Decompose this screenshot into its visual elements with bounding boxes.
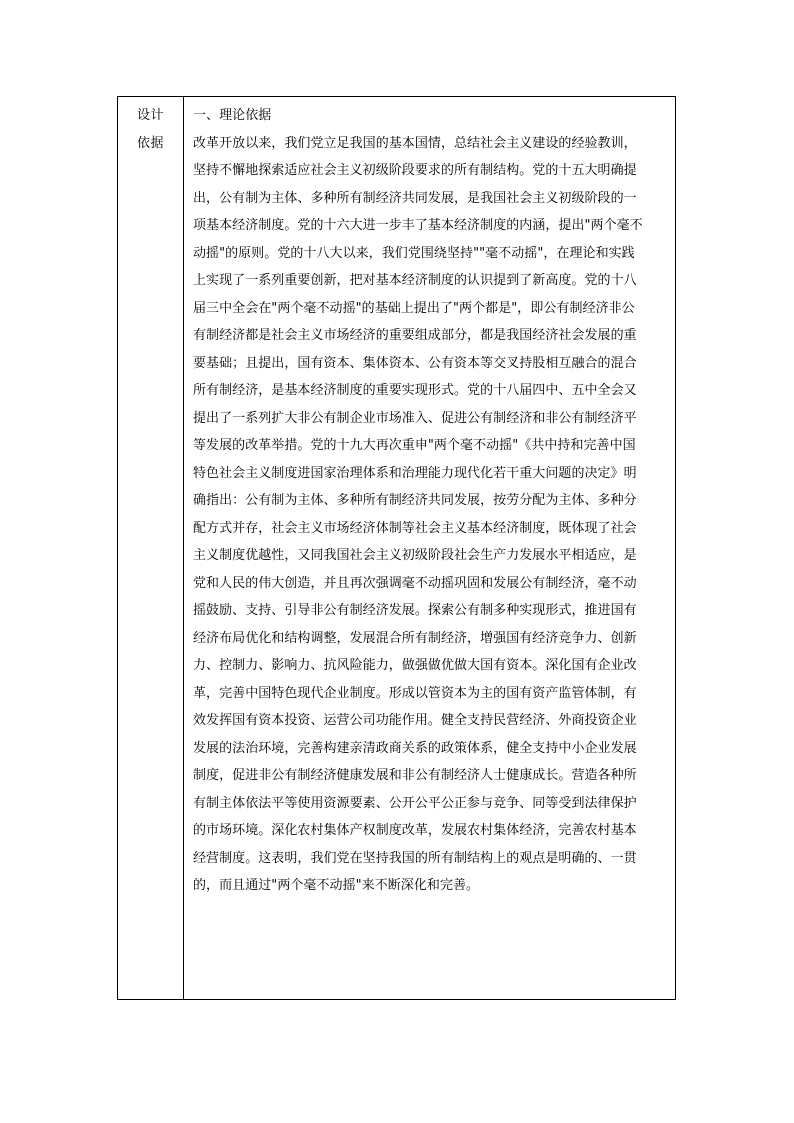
- body-line: 主义制度优越性，又同我国社会主义初级阶段社会生产力发展水平相适应，是: [193, 548, 637, 563]
- body-paragraph: [193, 130, 670, 900]
- body-line: 动摇"的原则。党的十八大以来，我们党围绕坚持""毫不动摇"，在理论和实践: [193, 245, 635, 261]
- body-line: 出，公有制为主体、多种所有制经济共同发展，是我国社会主义初级阶段的一: [193, 190, 637, 206]
- body-line: 有制经济都是社会主义市场经济的重要组成部分，都是我国经济社会发展的重: [193, 328, 637, 343]
- body-line: 届三中全会在"两个毫不动摇"的基础上提出了"两个都是"，即公有制经济非公: [193, 300, 635, 316]
- label-line: 设计: [136, 108, 164, 123]
- content-cell: [184, 97, 675, 999]
- body-line: 的市场环境。深化农村集体产权制度改革，发展农村集体经济，完善农村基本: [193, 823, 637, 838]
- body-line: 项基本经济制度。党的十六大进一步丰了基本经济制度的内涵，提出"两个毫不: [193, 218, 643, 233]
- body-line: 经济布局优化和结构调整，发展混合所有制经济，增强国有经济竞争力、创新: [193, 630, 637, 646]
- body-line: 提出了一系列扩大非公有制企业市场准入、促进公有制经济和非公有制经济平: [193, 410, 637, 426]
- body-line: 的，而且通过"两个毫不动摇"来不断深化和完善。: [193, 878, 480, 893]
- body-line: 革，完善中国特色现代企业制度。形成以管资本为主的国有资产监管体制，有: [193, 685, 637, 701]
- body-line: 特色社会主义制度进国家治理体系和治理能力现代化若干重大问题的决定》明: [193, 465, 637, 481]
- label-cell: [118, 97, 184, 999]
- body-line: 坚持不懈地探索适应社会主义初级阶段要求的所有制结构。党的十五大明确提: [193, 163, 637, 178]
- body-line: 改革开放以来，我们党立足我国的基本国情，总结社会主义建设的经验教训，: [193, 135, 637, 151]
- section-heading: 一、理论依据: [193, 108, 272, 123]
- body-line: 制度，促进非公有制经济健康发展和非公有制经济人士健康成长。营造各种所: [193, 768, 637, 783]
- body-line: 有制主体依法平等使用资源要素、公开公平公正参与竞争、同等受到法律保护: [193, 795, 637, 811]
- body-line: 要基础；且提出，国有资本、集体资本、公有资本等交叉持股相互融合的混合: [193, 355, 637, 371]
- design-basis-table: [117, 96, 676, 1000]
- body-line: 效发挥国有资本投资、运营公司功能作用。健全支持民营经济、外商投资企业: [193, 713, 637, 728]
- body-line: 党和人民的伟大创造，并且再次强调毫不动摇巩固和发展公有制经济，毫不动: [193, 575, 637, 591]
- body-line: 经营制度。这表明，我们党在坚持我国的所有制结构上的观点是明确的、一贯: [193, 850, 637, 866]
- label-line: 依据: [136, 135, 164, 151]
- body-line: 配方式并存，社会主义市场经济体制等社会主义基本经济制度，既体现了社会: [193, 520, 637, 536]
- body-line: 力、控制力、影响力、抗风险能力，做强做优做大国有资本。深化国有企业改: [193, 658, 637, 673]
- body-line: 所有制经济，是基本经济制度的重要实现形式。党的十八届四中、五中全会又: [193, 383, 637, 398]
- body-line: 摇鼓励、支持、引导非公有制经济发展。探索公有制多种实现形式，推进国有: [193, 603, 637, 618]
- body-line: 等发展的改革举措。党的十九大再次重申"两个毫不动摇"《共中持和完善中国: [193, 438, 636, 453]
- body-line: 上实现了一系列重要创新，把对基本经济制度的认识提到了新高度。党的十八: [193, 273, 637, 288]
- body-line: 发展的法治环境，完善构建亲清政商关系的政策体系，健全支持中小企业发展: [193, 740, 637, 756]
- body-line: 确指出：公有制为主体、多种所有制经济共同发展，按劳分配为主体、多种分: [193, 493, 637, 508]
